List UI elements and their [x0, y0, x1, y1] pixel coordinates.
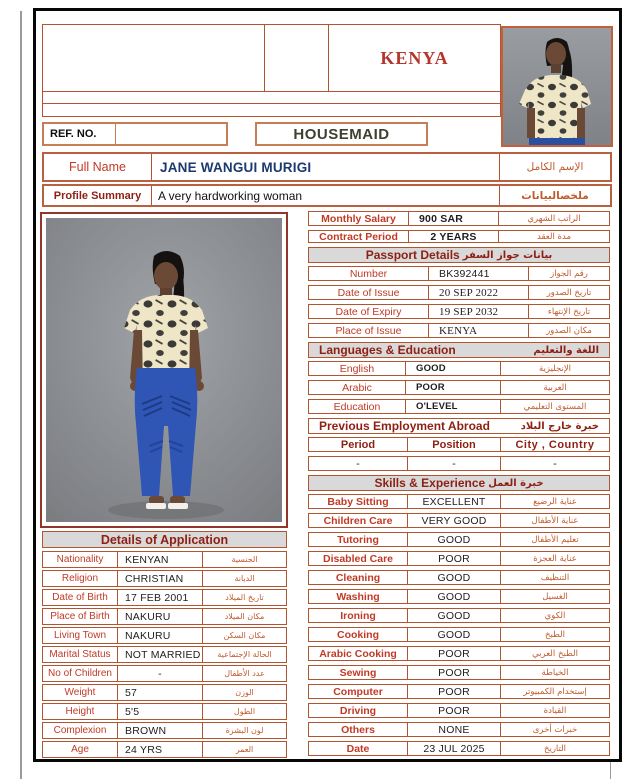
column-header-city-country: City , Country: [515, 438, 595, 451]
position-title-box: [255, 122, 428, 146]
row-value: POOR: [406, 381, 501, 394]
right-column: [308, 211, 610, 760]
row-label-arabic: تاريخ الصدور: [546, 287, 592, 298]
row-label-arabic: الخياطة: [541, 667, 569, 678]
header-rule-2: [43, 103, 500, 104]
table-row-passport-number: [308, 266, 610, 281]
table-row-cooking: [308, 627, 610, 642]
row-label: Date of Expiry: [309, 305, 429, 318]
row-label-arabic: تاريخ الميلاد: [225, 593, 264, 602]
row-value: KENYA: [429, 324, 529, 337]
row-value: -: [118, 666, 203, 681]
row-value: POOR: [408, 685, 501, 698]
table-row-disabled-care: [308, 551, 610, 566]
row-label: Driving: [309, 704, 408, 717]
row-value: POOR: [408, 666, 501, 679]
row-label-arabic: القيادة: [543, 705, 567, 716]
row-label-arabic: العربية: [543, 382, 567, 393]
row-label-arabic: الكوي: [544, 610, 566, 621]
row-label-arabic: الديانة: [234, 574, 255, 583]
table-row-children-care: [308, 513, 610, 528]
full-name-value: JANE WANGUI MURIGI: [152, 154, 500, 180]
table-row-age: [42, 741, 287, 758]
row-value: O'LEVEL: [406, 400, 501, 413]
row-label: Height: [43, 704, 118, 719]
row-label: Contract Period: [309, 231, 409, 243]
row-label: Place of Birth: [43, 609, 118, 624]
header-table: [42, 24, 501, 117]
row-label: Nationality: [43, 552, 118, 567]
table-row-weight: [42, 684, 287, 701]
table-row-date-of-expiry: [308, 304, 610, 319]
row-label-arabic: الحالة الإجتماعية: [217, 650, 272, 659]
table-row-place-of-issue: [308, 323, 610, 338]
header-rule-1: [43, 91, 500, 92]
details-of-application-title: Details of Application: [100, 532, 229, 547]
row-label: Washing: [309, 590, 408, 603]
row-label: Sewing: [309, 666, 408, 679]
row-label-arabic: التنظيف: [540, 572, 570, 583]
row-value: BK392441: [429, 267, 529, 280]
row-label: Arabic: [309, 381, 406, 394]
row-label: Age: [43, 742, 118, 757]
applicant-headshot-photo: [501, 26, 613, 147]
row-label: Ironing: [309, 609, 408, 622]
row-value: BROWN: [118, 723, 203, 738]
profile-summary-label-arabic: ملخصالبيانات: [521, 189, 589, 202]
table-row-living-town: [42, 627, 287, 644]
languages-education-title: Languages & Education: [319, 343, 456, 357]
table-row-cleaning: [308, 570, 610, 585]
previous-employment-column-headers: [308, 437, 610, 452]
details-of-application-header: [42, 531, 287, 548]
full-name-label-arabic: الإسم الكامل: [526, 161, 584, 173]
row-value: GOOD: [408, 533, 501, 546]
row-label: Place of Issue: [309, 324, 429, 337]
row-label-arabic: إستخدام الكمبيوتر: [523, 686, 587, 697]
row-value: 5'5: [118, 704, 203, 719]
profile-summary-value: A very hardworking woman: [152, 186, 500, 205]
row-label: English: [309, 362, 406, 375]
country-cell: [329, 25, 500, 91]
row-label: Religion: [43, 571, 118, 586]
column-header-period: Period: [309, 438, 408, 451]
row-value: POOR: [408, 704, 501, 717]
table-row-arabic-cooking: [308, 646, 610, 661]
row-label: No of Children: [43, 666, 118, 681]
table-row-date-of-birth: [42, 589, 287, 606]
row-label-arabic: الجنسية: [231, 555, 258, 564]
table-row-nationality: [42, 551, 287, 568]
table-row-place-of-birth: [42, 608, 287, 625]
row-label: Marital Status: [43, 647, 118, 662]
table-row-washing: [308, 589, 610, 604]
row-label-arabic: مدة العقد: [537, 232, 571, 242]
ref-no-label: REF. NO.: [44, 124, 116, 144]
table-row-sewing: [308, 665, 610, 680]
applicant-photo-frame: [40, 212, 288, 528]
skills-experience-header: [308, 475, 610, 491]
row-label-arabic: رقم الجواز: [550, 268, 588, 279]
row-label: Children Care: [309, 514, 408, 527]
row-label: Complexion: [43, 723, 118, 738]
row-label-arabic: الراتب الشهري: [527, 213, 581, 224]
skills-experience-title-arabic: خبرة العمل: [488, 477, 544, 489]
row-value: 23 JUL 2025: [408, 742, 501, 755]
row-label-arabic: مكان الميلاد: [224, 612, 265, 621]
row-value: 57: [118, 685, 203, 700]
row-value: GOOD: [406, 362, 501, 375]
table-row-religion: [42, 570, 287, 587]
row-label-arabic: الإنجليزية: [538, 363, 572, 374]
row-label: Tutoring: [309, 533, 408, 546]
row-label-arabic: تاريخ الإنتهاء: [547, 306, 591, 317]
passport-details-title-arabic: بيانات جواز السفر: [462, 249, 553, 261]
row-value: NOT MARRIED: [118, 647, 203, 662]
row-value: GOOD: [408, 628, 501, 641]
row-value: VERY GOOD: [408, 514, 501, 527]
row-label-arabic: التاريخ: [543, 743, 567, 754]
table-row-english: [308, 361, 610, 376]
row-label: Date: [309, 742, 408, 755]
passport-details-title: Passport Details: [365, 248, 460, 262]
row-value: GOOD: [408, 609, 501, 622]
row-label: Education: [309, 400, 406, 413]
row-label: Number: [309, 267, 429, 280]
row-label: Date of Issue: [309, 286, 429, 299]
row-label-arabic: الطبخ: [545, 629, 565, 640]
row-label-arabic: الغسيل: [542, 591, 568, 602]
profile-summary-row: [42, 184, 612, 207]
row-label: Disabled Care: [309, 552, 408, 565]
row-value: NAKURU: [118, 609, 203, 624]
full-name-row: [42, 152, 612, 182]
row-label-arabic: عناية الأطفال: [531, 515, 579, 526]
previous-employment-header: [308, 418, 610, 434]
row-value: NONE: [408, 723, 501, 736]
row-value: POOR: [408, 647, 501, 660]
row-value: 19 SEP 2032: [429, 305, 529, 318]
languages-education-header: [308, 342, 610, 358]
cell-position: -: [408, 457, 501, 470]
profile-summary-label: Profile Summary: [44, 186, 152, 205]
page-edge-line-right: [610, 762, 611, 779]
row-value: 2 YEARS: [409, 231, 499, 243]
header-divider-1: [264, 25, 265, 91]
ref-no-field: [116, 124, 226, 144]
table-row-contract-period: [308, 230, 610, 243]
row-label-arabic: مكان السكن: [223, 631, 266, 640]
position-title: HOUSEMAID: [293, 125, 390, 143]
row-label: Others: [309, 723, 408, 736]
row-label-arabic: لون البشرة: [225, 726, 264, 735]
table-row-arabic-language: [308, 380, 610, 395]
table-row-ironing: [308, 608, 610, 623]
column-header-position: Position: [408, 438, 501, 451]
table-row-monthly-salary: [308, 211, 610, 226]
previous-employment-title-arabic: خبرة خارج البلاد: [520, 420, 599, 432]
row-label: Arabic Cooking: [309, 647, 408, 660]
row-label: Weight: [43, 685, 118, 700]
previous-employment-empty-row: [308, 456, 610, 471]
row-value: KENYAN: [118, 552, 203, 567]
row-label: Cleaning: [309, 571, 408, 584]
table-row-others: [308, 722, 610, 737]
row-label-arabic: المستوى التعليمي: [523, 401, 587, 412]
row-value: GOOD: [408, 590, 501, 603]
page-edge-line-left: [20, 11, 22, 779]
woman-full-body-portrait: [46, 218, 282, 522]
applicant-full-photo: [46, 218, 282, 522]
row-value: 17 FEB 2001: [118, 590, 203, 605]
country-label: KENYA: [380, 47, 449, 68]
row-label: Living Town: [43, 628, 118, 643]
table-row-education: [308, 399, 610, 414]
cell-city-country: -: [553, 457, 557, 470]
woman-upper-body-portrait: [503, 28, 611, 145]
table-row-tutoring: [308, 532, 610, 547]
cell-period: -: [309, 457, 408, 470]
row-label-arabic: الوزن: [235, 688, 254, 697]
row-value: EXCELLENT: [408, 495, 501, 508]
full-name-label: Full Name: [44, 154, 152, 180]
table-row-date: [308, 741, 610, 756]
passport-details-header: [308, 247, 610, 263]
table-row-driving: [308, 703, 610, 718]
table-row-complexion: [42, 722, 287, 739]
row-label-arabic: عناية العجزة: [533, 553, 577, 564]
row-label-arabic: مكان الصدور: [546, 325, 592, 336]
details-of-application-table: [42, 531, 287, 760]
skills-experience-title: Skills & Experience: [374, 476, 486, 490]
table-row-no-of-children: [42, 665, 287, 682]
row-value: 900 SAR: [409, 212, 499, 225]
row-label: Monthly Salary: [309, 212, 409, 225]
table-row-computer: [308, 684, 610, 699]
table-row-height: [42, 703, 287, 720]
row-label-arabic: عناية الرضيع: [533, 496, 577, 507]
row-value: NAKURU: [118, 628, 203, 643]
row-label-arabic: تعليم الأطفال: [531, 534, 579, 545]
row-label: Date of Birth: [43, 590, 118, 605]
row-label-arabic: عدد الأطفال: [224, 669, 265, 678]
row-label-arabic: العمر: [235, 745, 254, 754]
table-row-marital-status: [42, 646, 287, 663]
previous-employment-title: Previous Employment Abroad: [319, 419, 490, 433]
row-value: 24 YRS: [118, 742, 203, 757]
ref-no-box: [42, 122, 228, 146]
row-label: Baby Sitting: [309, 495, 408, 508]
row-label: Cooking: [309, 628, 408, 641]
table-row-baby-sitting: [308, 494, 610, 509]
row-value: GOOD: [408, 571, 501, 584]
row-label-arabic: خبرات أخرى: [532, 724, 578, 735]
table-row-date-of-issue: [308, 285, 610, 300]
row-label: Computer: [309, 685, 408, 698]
row-value: CHRISTIAN: [118, 571, 203, 586]
row-value: POOR: [408, 552, 501, 565]
row-value: 20 SEP 2022: [429, 286, 529, 299]
row-label-arabic: الطبخ العربي: [532, 648, 578, 659]
languages-education-title-arabic: اللغة والتعليم: [533, 344, 599, 356]
row-label-arabic: الطول: [233, 707, 256, 716]
